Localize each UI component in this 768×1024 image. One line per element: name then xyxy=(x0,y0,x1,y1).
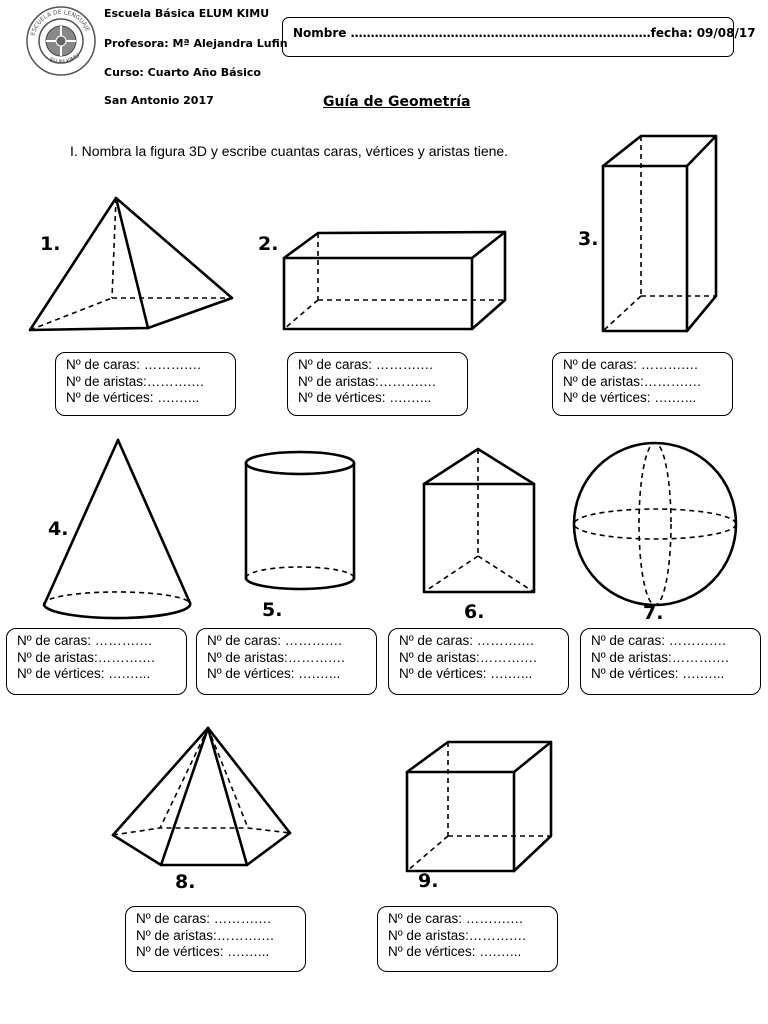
vertices-field: Nº de vértices: ….…... xyxy=(136,944,270,959)
faces-field: Nº de caras: ……….… xyxy=(298,357,434,372)
edges-field: Nº de aristas:……….… xyxy=(207,649,346,665)
edges-field: Nº de aristas:……….… xyxy=(298,373,437,389)
figure-9-answer-box[interactable] xyxy=(377,906,558,972)
figure-9-number: 9. xyxy=(418,870,439,892)
svg-text:ELUM KIMU: ELUM KIMU xyxy=(48,51,82,66)
vertices-field: Nº de vértices: ….…... xyxy=(207,666,341,681)
faces-field: Nº de caras: ……….… xyxy=(388,911,524,926)
faces-field: Nº de caras: ……….… xyxy=(591,633,727,648)
vertices-field: Nº de vértices: ….…... xyxy=(17,666,151,681)
vertices-field: Nº de vértices: ….…... xyxy=(563,390,697,405)
edges-field: Nº de aristas:……….… xyxy=(388,927,527,943)
course-name: Curso: Cuarto Año Básico xyxy=(104,66,261,79)
vertices-field: Nº de vértices: ….…... xyxy=(388,944,522,959)
edges-field: Nº de aristas:……….… xyxy=(66,373,205,389)
figure-3-number: 3. xyxy=(578,228,599,250)
instruction-text: I. Nombra la figura 3D y escribe cuantas caras, vértices y aristas tiene. xyxy=(70,143,509,159)
teacher-name: Profesora: Mª Alejandra Lufin xyxy=(104,37,288,50)
faces-field: Nº de caras: ……….… xyxy=(17,633,153,648)
faces-field: Nº de caras: ……….… xyxy=(563,357,699,372)
figure-5-number: 5. xyxy=(262,599,283,621)
edges-field: Nº de aristas:……….… xyxy=(563,373,702,389)
edges-field: Nº de aristas:……….… xyxy=(136,927,275,943)
faces-field: Nº de caras: ……….… xyxy=(136,911,272,926)
vertices-field: Nº de vértices: ….…... xyxy=(66,390,200,405)
figure-8-number: 8. xyxy=(175,871,196,893)
svg-text:ESCUELA DE LENGUAJE: ESCUELA DE LENGUAJE xyxy=(29,8,92,37)
vertices-field: Nº de vértices: ….…... xyxy=(591,666,725,681)
figure-2-number: 2. xyxy=(258,233,279,255)
figure-1-number: 1. xyxy=(40,233,61,255)
school-name: Escuela Básica ELUM KIMU xyxy=(104,7,270,20)
name-date-label: Nombre …………………………………………………………………fecha: 09/08/17 xyxy=(293,26,756,40)
faces-field: Nº de caras: ……….… xyxy=(399,633,535,648)
vertices-field: Nº de vértices: ….…... xyxy=(399,666,533,681)
page-title: Guía de Geometría xyxy=(323,94,471,110)
vertices-field: Nº de vértices: ….…... xyxy=(298,390,432,405)
city-year: San Antonio 2017 xyxy=(104,94,214,107)
edges-field: Nº de aristas:……….… xyxy=(399,649,538,665)
faces-field: Nº de caras: ……….… xyxy=(207,633,343,648)
figure-6-number: 6. xyxy=(464,601,485,623)
edges-field: Nº de aristas:……….… xyxy=(17,649,156,665)
faces-field: Nº de caras: ……….… xyxy=(66,357,202,372)
edges-field: Nº de aristas:……….… xyxy=(591,649,730,665)
figure-4-number: 4. xyxy=(48,518,69,540)
figure-7-number: 7. xyxy=(643,602,664,624)
